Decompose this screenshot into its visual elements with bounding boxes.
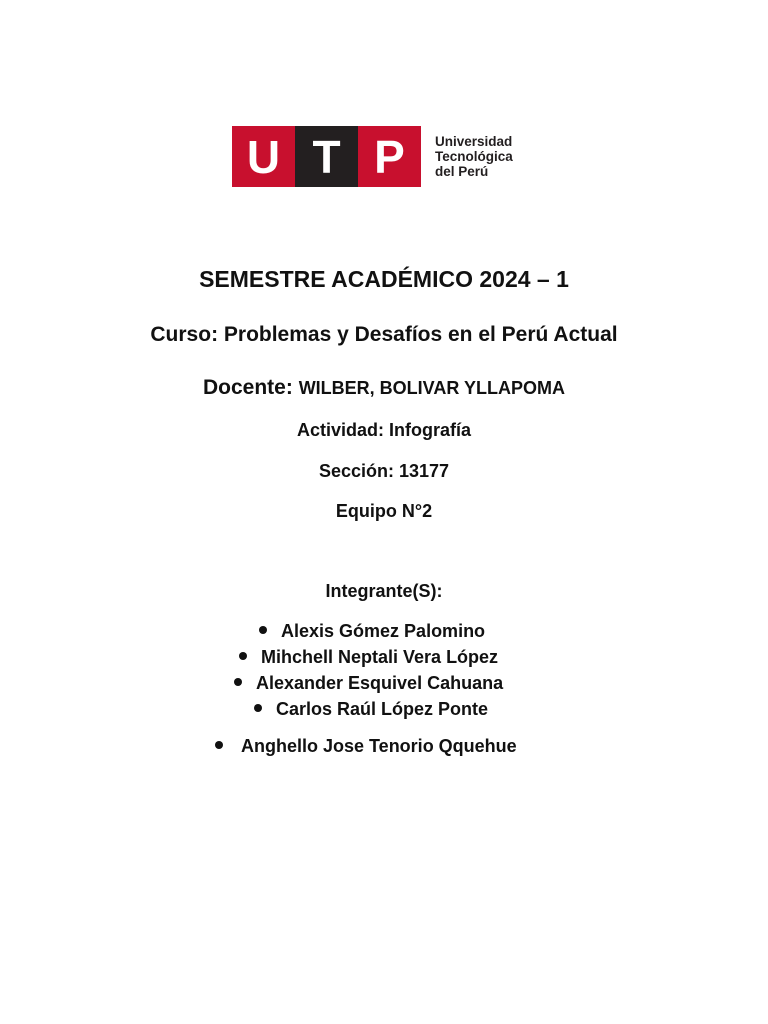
members-heading: Integrante(S): xyxy=(325,581,443,601)
logo-letter-u: U xyxy=(232,126,295,187)
bullet-icon xyxy=(215,741,223,749)
logo-wordmark xyxy=(435,134,513,179)
bullet-icon xyxy=(259,626,267,634)
member-name: Carlos Raúl López Ponte xyxy=(276,699,489,719)
logo-text-line-3: del Perú xyxy=(435,164,489,179)
list-item xyxy=(234,673,503,694)
list-item xyxy=(254,699,488,720)
list-item xyxy=(259,621,485,642)
member-name: Alexis Gómez Palomino xyxy=(281,621,486,641)
bullet-icon xyxy=(239,652,247,660)
utp-logo xyxy=(232,126,513,187)
activity-line: Actividad: Infografía xyxy=(296,420,471,440)
list-item xyxy=(239,647,498,668)
logo-text-line-1: Universidad xyxy=(435,134,513,149)
member-name: Mihchell Neptali Vera López xyxy=(261,647,499,667)
course-name: Curso: Problemas y Desafíos en el Perú Actual xyxy=(150,323,618,346)
teacher-name: WILBER, BOLIVAR YLLAPOMA xyxy=(298,378,566,398)
teacher-label: Docente: xyxy=(202,376,293,399)
member-name: Alexander Esquivel Cahuana xyxy=(256,673,504,693)
semester-title: SEMESTRE ACADÉMICO 2024 – 1 xyxy=(199,266,569,292)
logo-letter-p: P xyxy=(358,126,421,187)
teacher-line xyxy=(0,376,768,400)
bullet-icon xyxy=(234,678,242,686)
team-line: Equipo N°2 xyxy=(335,501,433,521)
section-line: Sección: 13177 xyxy=(318,461,450,481)
bullet-icon xyxy=(254,704,262,712)
logo-text-line-2: Tecnológica xyxy=(435,149,513,164)
logo-letter-t: T xyxy=(295,126,358,187)
member-name: Anghello Jose Tenorio Qquehue xyxy=(241,736,517,756)
list-item xyxy=(215,736,517,757)
